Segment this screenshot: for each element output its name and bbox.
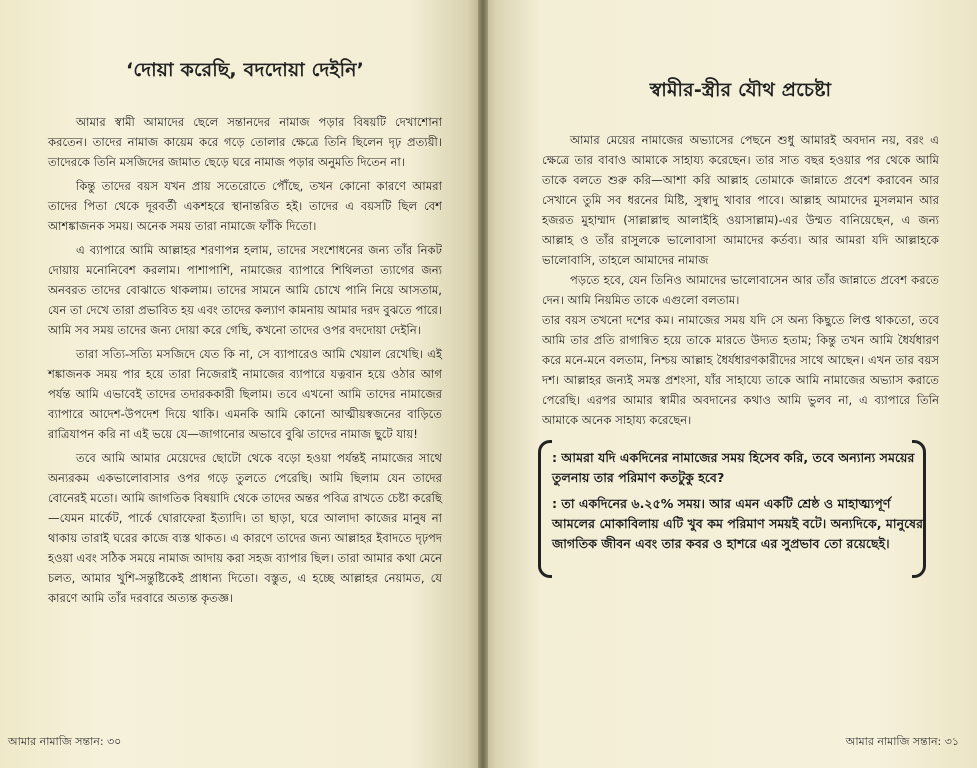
left-paragraph-3: এ ব্যাপারে আমি আল্লাহর শরণাপন্ন হলাম, তাদের সংশোধনের জন্য তাঁর নিকট দোয়ায় মনোনিবেশ করলাম। পাশাপাশি, নামাজের ব্যাপারে শিথিলতা ত্যাগের জন্য অনবরত তাদের বোঝাতে থাকলাম। তাদের সামনে আমি চোখে পানি নিয়ে আসতাম, যেন তা দেখে তারা প্রভাবিত হয় এবং তাদের কল্যাণ কামনায় আমার দরদ বুঝতে পারে। আমি সব সময় তাদের জন্য দোয়া করে গেছি, কখনো তাদের ওপর বদদোয়া দেইনি। (48, 243, 442, 337)
left-page (0, 0, 482, 768)
qa-text (552, 448, 924, 560)
right-page-footer: আমার নামাজি সন্তান: ৩১ (845, 735, 959, 748)
left-page-footer: আমার নামাজি সন্তান: ৩০ (8, 735, 122, 748)
right-paragraph-3: তার বয়স তখনো দশের কম। নামাজের সময় যদি সে অন্য কিছুতে লিপ্ত থাকতো, তবে আমি তার প্রতি রাগান্বিত হয়ে তাকে মারতে উদ্যত হতাম; কিন্তু তখন আমি ধৈর্যধারণ করে মনে-মনে বলতাম, নিশ্চয় আল্লাহ ধৈর্যধারণকারীদের সাথে আছেন। এখন তার বয়স দশ। আল্লাহর জন্যই সমস্ত প্রশংসা, যাঁর সাহায্যে তাকে আমি নামাজের অভ্যাস করাতে পেরেছি। এরপর আমার স্বামীর অবদানের কথাও আমি ভুলব না, এ ব্যাপারে তিনি আমাকে অনেক সাহায্য করেছেন। (542, 313, 939, 427)
qa-question: : আমরা যদি একদিনের নামাজের সময় হিসেব করি, তবে অন্যান্য সময়ের তুলনায় তার পরিমাণ কতটুকু হবে? (552, 450, 915, 485)
left-paragraph-2: কিন্তু তাদের বয়স যখন প্রায় সতেরোতে পৌঁছে, তখন কোনো কারণে আমরা তাদের পিতা থেকে দূরবর্তী একশহরে স্থানান্তরিত হই। তাদের এ বয়সটি ছিল বেশ আশঙ্কাজনক সময়। অনেক সময় তারা নামাজে ফাঁকি দিতো। (48, 179, 442, 233)
book-gutter (478, 0, 488, 768)
left-paragraph-5: তবে আমি আমার মেয়েদের ছোটো থেকে বড়ো হওয়া পর্যন্তই নামাজের সাথে অন্যরকম একভালোবাসার ওপর গড়ে তুলতে পেরেছি। আমি ছিলাম যেন তাদের বোনেরই মতো। আমি জাগতিক বিষয়াদি থেকে তাদের অন্তর পবিত্র রাখতে চেষ্টা করেছি—যেমন মার্কেট, পার্কে ঘোরাফেরা ইত্যাদি। তা ছাড়া, ঘরে আলাদা কাজের মানুষ না থাকায় তারাই ঘরের কাজে ব্যস্ত থাকত। এ কারণে তাদের জন্য আল্লাহর ইবাদতে দৃঢ়পদ হওয়া এবং সঠিক সময়ে নামাজ আদায় করা সহজ ব্যাপার ছিল। তারা আমার কথা মেনে চলত, আমার খুশি-সন্তুষ্টিকেই প্রাধান্য দিতো। বস্তুত, এ হচ্ছে আল্লাহর নেয়ামত, যে কারণে আমি তাঁর দরবারে অত্যন্ত কৃতজ্ঞ। (48, 451, 442, 605)
right-paragraph-2: পড়তে হবে, যেন তিনিও আমাদের ভালোবাসেন আর তাঁর জান্নাতে প্রবেশ করতে দেন। আমি নিয়মিত তাকে এগুলো বলতাম। (542, 273, 939, 307)
left-page-title: ‘দোয়া করেছি, বদদোয়া দেইনি’ (125, 59, 365, 81)
right-page (482, 0, 977, 768)
right-page-title: স্বামীর-স্ত্রীর যৌথ প্রচেষ্টা (649, 79, 832, 101)
qa-answer: : তা একদিনের ৬.২৫% সময়। আর এমন একটি শ্রেষ্ঠ ও মাহাত্ম্যপূর্ণ আমলের মোকাবিলায় এটি খুব কম পরিমাণ সময়ই বটে। অন্যদিকে, মানুষের জাগতিক জীবন এবং তার কবর ও হাশরে এর সুপ্রভাব তো রয়েছেই। (552, 496, 924, 551)
left-paragraph-1: আমার স্বামী আমাদের ছেলে সন্তানদের নামাজ পড়ার বিষয়টি দেখাশোনা করতেন। তাদের নামাজ কায়েম করে গড়ে তোলার ক্ষেত্রে তিনি ছিলেন দৃঢ় প্রত্যয়ী। তাদেরকে তিনি মসজিদের জামাত ছেড়ে ঘরে নামাজ পড়ার অনুমতি দিতেন না। (48, 115, 442, 169)
right-paragraph-1: আমার মেয়ের নামাজের অভ্যাসের পেছনে শুধু আমারই অবদান নয়, বরং এ ক্ষেত্রে তার বাবাও আমাকে সাহায্য করেছেন। তার সাত বছর হওয়ার পর থেকে আমি তাকে বলতে শুরু করি—আশা করি আল্লাহ তোমাকে জান্নাতে প্রবেশ করাবেন আর সেখানে তুমি সব ধরনের মিষ্টি, সুস্বাদু খাবার পাবে। আল্লাহ আমাদের মুসলমান আর হজরত মুহাম্মাদ (সাল্লাল্লাহু আলাইহি ওয়াসাল্লাম)-এর উম্মত বানিয়েছেন, এ জন্য আল্লাহ ও তাঁর রাসুলকে ভালোবাসা আমাদের কর্তব্য। আর আমরা যদি আল্লাহকে ভালোবাসি, তাহলে আমাদের নামাজ (542, 133, 939, 267)
left-paragraph-4: তারা সত্যি-সত্যি মসজিদে যেত কি না, সে ব্যাপারেও আমি খেয়াল রেখেছি। এই শঙ্কাজনক সময় পার হয়ে তারা নিজেরাই নামাজের ব্যাপারে যত্নবান হয়ে ওঠার আগ পর্যন্ত আমি এভাবেই তাদের তদারককারী ছিলাম। তবে এখনো আমি তাদের নামাজের ব্যাপারে আদেশ-উপদেশ দিয়ে থাকি। এমনকি আমি কোনো আত্মীয়স্বজনের বাড়িতে রাত্রিযাপন করি না এই ভয়ে যে—জাগানোর অভাবে বুঝি তাদের নামাজ ছুটে যায়! (48, 347, 442, 441)
qa-callout-box (538, 440, 926, 578)
left-bracket (538, 440, 552, 578)
